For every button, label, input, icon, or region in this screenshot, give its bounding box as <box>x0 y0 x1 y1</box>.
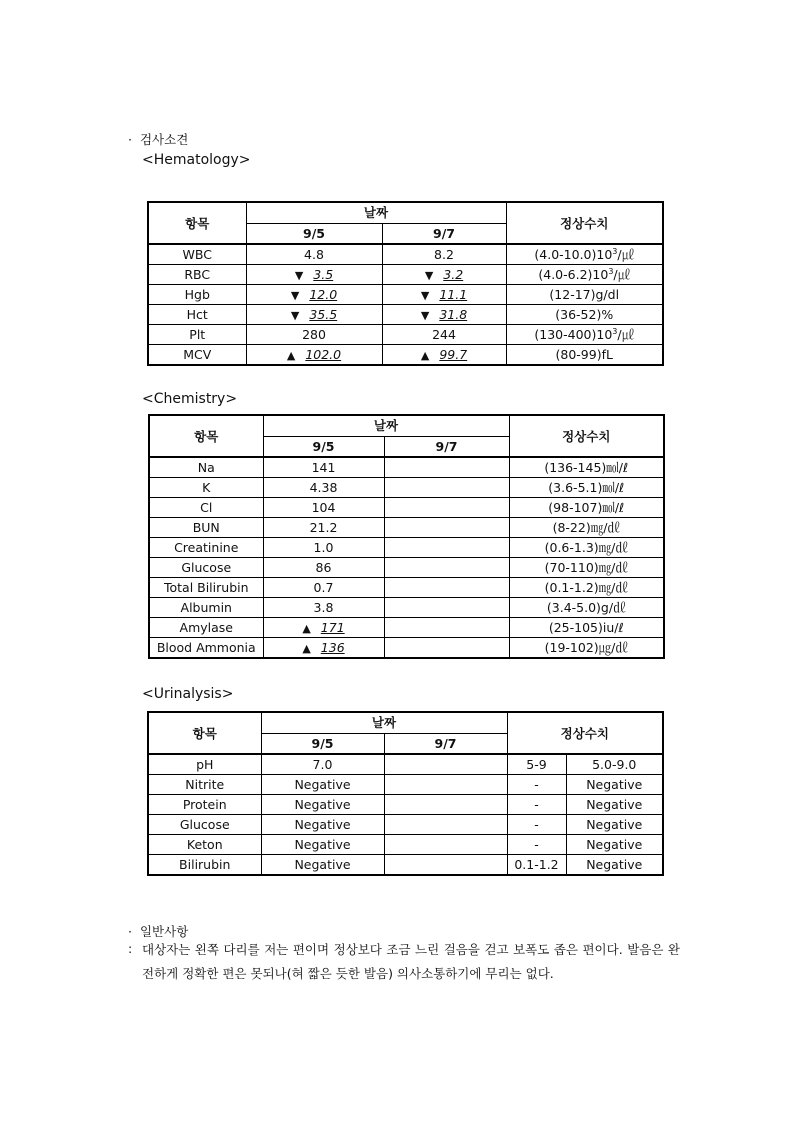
normal-exponent: 3 <box>612 246 618 256</box>
header-date: 날짜 <box>263 415 509 436</box>
bullet-icon: · <box>128 132 132 147</box>
value-cell <box>384 598 509 618</box>
general-text: 대상자는 왼쪽 다리를 저는 편이며 정상보다 조금 느린 걸음을 걷고 보폭도 좁은 편이다. 발음은 완전하게 정확한 편은 못되나(혀 짧은 듯한 발음) 의사소통하기에 무리는 없다. <box>142 942 680 981</box>
urinalysis-table <box>147 711 664 876</box>
item-cell: WBC <box>148 244 246 265</box>
table-row <box>148 244 663 265</box>
header-date-2: 9/7 <box>382 223 506 244</box>
exam-heading <box>128 130 188 148</box>
value-cell <box>263 518 384 538</box>
value-cell <box>384 775 507 795</box>
normal-unit: /㎕ <box>617 327 635 342</box>
header-item: 항목 <box>148 712 261 754</box>
normal-range-cell <box>506 305 663 325</box>
item-cell: Bilirubin <box>148 855 261 876</box>
value-cell: Negative <box>261 835 384 855</box>
header-date: 날짜 <box>246 202 506 223</box>
normal-range-cell: Negative <box>566 775 663 795</box>
value-cell <box>384 498 509 518</box>
value-cell <box>263 598 384 618</box>
normal-range-cell <box>506 265 663 285</box>
item-cell: Protein <box>148 795 261 815</box>
header-date-2: 9/7 <box>384 733 507 754</box>
value-cell <box>263 457 384 478</box>
general-title: 일반사항 <box>139 924 189 939</box>
table-row <box>148 265 663 285</box>
abnormal-value: 171 <box>320 619 345 635</box>
value-cell <box>263 558 384 578</box>
abnormal-value: 102.0 <box>305 346 342 362</box>
item-cell: K <box>149 478 263 498</box>
value-cell: Negative <box>261 795 384 815</box>
normal-range-cell <box>506 244 663 265</box>
value-text: 86 <box>315 560 332 575</box>
abnormal-value: 3.2 <box>443 266 464 282</box>
value-text: 141 <box>311 460 336 475</box>
item-cell: Total Bilirubin <box>149 578 263 598</box>
value-cell <box>246 244 382 265</box>
value-cell <box>246 265 382 285</box>
normal-range-cell: - <box>507 835 566 855</box>
value-text: 1.0 <box>313 540 334 555</box>
item-cell: RBC <box>148 265 246 285</box>
normal-range-cell: - <box>507 815 566 835</box>
value-cell <box>384 815 507 835</box>
abnormal-value: 11.1 <box>439 286 468 302</box>
normal-range-cell: - <box>507 775 566 795</box>
urinalysis-title: <Urinalysis> <box>142 686 234 702</box>
normal-range-cell <box>506 345 663 366</box>
item-cell: pH <box>148 754 261 775</box>
table-row <box>148 754 663 775</box>
abnormal-value: 31.8 <box>439 306 468 322</box>
item-cell: Glucose <box>148 815 261 835</box>
table-row <box>148 775 663 795</box>
normal-range-cell: (70-110)㎎/㎗ <box>509 558 664 578</box>
value-cell <box>246 345 382 366</box>
value-text: 4.38 <box>309 480 338 495</box>
abnormal-value: 136 <box>320 639 345 655</box>
value-cell <box>263 578 384 598</box>
normal-exponent: 3 <box>612 326 618 336</box>
normal-range-cell: (8-22)㎎/㎗ <box>509 518 664 538</box>
value-cell <box>384 478 509 498</box>
value-cell <box>382 345 506 366</box>
table-row <box>149 457 664 478</box>
abnormal-flag-icon: ▼ <box>424 268 434 282</box>
hematology-title: <Hematology> <box>142 152 251 168</box>
value-text: 244 <box>432 327 456 342</box>
value-text: 4.8 <box>304 247 324 262</box>
hematology-table <box>147 201 664 366</box>
abnormal-value: 35.5 <box>309 306 338 322</box>
value-cell <box>384 638 509 659</box>
item-cell: BUN <box>149 518 263 538</box>
general-prefix: : <box>128 941 133 956</box>
normal-range-cell: (136-145)㏖/ℓ <box>509 457 664 478</box>
value-cell: 7.0 <box>261 754 384 775</box>
normal-range: (36-52)% <box>555 307 614 322</box>
value-cell <box>382 285 506 305</box>
value-cell: Negative <box>261 855 384 876</box>
header-item: 항목 <box>149 415 263 457</box>
abnormal-flag-icon: ▼ <box>294 268 304 282</box>
table-row <box>148 325 663 345</box>
normal-exponent: 3 <box>608 266 614 276</box>
abnormal-flag-icon: ▲ <box>420 348 430 362</box>
value-cell <box>382 325 506 345</box>
header-date-2: 9/7 <box>384 436 509 457</box>
normal-range-cell: (0.1-1.2)㎎/㎗ <box>509 578 664 598</box>
value-text: 3.8 <box>313 600 334 615</box>
table-row <box>149 618 664 638</box>
value-cell <box>384 754 507 775</box>
chemistry-table <box>148 414 665 659</box>
item-cell: Amylase <box>149 618 263 638</box>
normal-range: (80-99)fL <box>555 347 613 362</box>
normal-range-cell: (3.4-5.0)g/㎗ <box>509 598 664 618</box>
table-row <box>149 578 664 598</box>
value-text: 104 <box>311 500 336 515</box>
value-cell <box>382 265 506 285</box>
value-cell <box>263 618 384 638</box>
value-cell: Negative <box>261 775 384 795</box>
normal-range: (4.0-10.0)10 <box>534 247 613 262</box>
table-row <box>148 855 663 876</box>
bullet-icon: · <box>128 924 132 939</box>
header-date-1: 9/5 <box>246 223 382 244</box>
item-cell: Hct <box>148 305 246 325</box>
abnormal-flag-icon: ▼ <box>420 288 430 302</box>
table-row <box>149 518 664 538</box>
value-cell <box>384 855 507 876</box>
normal-range-cell: - <box>507 795 566 815</box>
value-cell <box>384 578 509 598</box>
normal-range-cell: Negative <box>566 835 663 855</box>
normal-range-cell: (25-105)iu/ℓ <box>509 618 664 638</box>
normal-range-cell: 5.0-9.0 <box>566 754 663 775</box>
table-row <box>148 815 663 835</box>
value-cell <box>246 305 382 325</box>
value-cell <box>382 244 506 265</box>
value-text: 21.2 <box>309 520 338 535</box>
value-cell <box>263 638 384 659</box>
normal-unit: /㎕ <box>617 247 635 262</box>
item-cell: MCV <box>148 345 246 366</box>
normal-range-cell <box>506 285 663 305</box>
item-cell: Creatinine <box>149 538 263 558</box>
value-cell <box>263 538 384 558</box>
normal-range-cell: 0.1-1.2 <box>507 855 566 876</box>
table-row <box>149 598 664 618</box>
header-date-1: 9/5 <box>261 733 384 754</box>
value-cell <box>384 558 509 578</box>
chemistry-title: <Chemistry> <box>142 391 238 407</box>
normal-range: (130-400)10 <box>534 327 613 342</box>
normal-range-cell: Negative <box>566 795 663 815</box>
item-cell: Blood Ammonia <box>149 638 263 659</box>
normal-range-cell: (0.6-1.3)㎎/㎗ <box>509 538 664 558</box>
normal-range-cell: Negative <box>566 855 663 876</box>
normal-range-cell: (3.6-5.1)㏖/ℓ <box>509 478 664 498</box>
value-cell <box>246 285 382 305</box>
value-cell <box>263 478 384 498</box>
abnormal-value: 12.0 <box>309 286 338 302</box>
header-normal: 정상수치 <box>509 415 664 457</box>
normal-unit: /㎕ <box>613 267 631 282</box>
item-cell: Plt <box>148 325 246 345</box>
header-date: 날짜 <box>261 712 507 733</box>
header-normal: 정상수치 <box>507 712 663 754</box>
header-date-1: 9/5 <box>263 436 384 457</box>
value-cell <box>263 498 384 518</box>
table-row <box>148 795 663 815</box>
value-cell <box>384 538 509 558</box>
abnormal-flag-icon: ▼ <box>290 308 300 322</box>
header-item: 항목 <box>148 202 246 244</box>
abnormal-flag-icon: ▼ <box>290 288 300 302</box>
item-cell: Na <box>149 457 263 478</box>
table-row <box>148 285 663 305</box>
normal-range: (12-17)g/dl <box>549 287 620 302</box>
table-row <box>148 305 663 325</box>
abnormal-flag-icon: ▲ <box>286 348 296 362</box>
abnormal-value: 3.5 <box>313 266 334 282</box>
table-row <box>149 498 664 518</box>
exam-title: 검사소견 <box>139 132 189 147</box>
normal-range-cell: (98-107)㏖/ℓ <box>509 498 664 518</box>
header-normal: 정상수치 <box>506 202 663 244</box>
value-cell <box>384 518 509 538</box>
value-text: 280 <box>302 327 326 342</box>
item-cell: Glucose <box>149 558 263 578</box>
normal-range-cell: Negative <box>566 815 663 835</box>
value-cell <box>384 457 509 478</box>
value-cell <box>384 795 507 815</box>
abnormal-flag-icon: ▼ <box>420 308 430 322</box>
table-row <box>149 558 664 578</box>
table-row <box>149 538 664 558</box>
abnormal-flag-icon: ▲ <box>302 641 311 655</box>
table-row <box>149 638 664 659</box>
normal-range-cell <box>506 325 663 345</box>
item-cell: Nitrite <box>148 775 261 795</box>
normal-range-cell: (19-102)㎍/㎗ <box>509 638 664 659</box>
abnormal-value: 99.7 <box>439 346 468 362</box>
table-row <box>148 345 663 366</box>
value-cell <box>384 618 509 638</box>
item-cell: Hgb <box>148 285 246 305</box>
item-cell: Albumin <box>149 598 263 618</box>
abnormal-flag-icon: ▲ <box>302 621 311 635</box>
value-text: 0.7 <box>313 580 334 595</box>
normal-range-cell: 5-9 <box>507 754 566 775</box>
value-cell <box>382 305 506 325</box>
item-cell: Cl <box>149 498 263 518</box>
table-row <box>148 835 663 855</box>
value-cell <box>384 835 507 855</box>
value-text: 8.2 <box>434 247 454 262</box>
value-cell <box>246 325 382 345</box>
item-cell: Keton <box>148 835 261 855</box>
normal-range: (4.0-6.2)10 <box>538 267 609 282</box>
value-cell: Negative <box>261 815 384 835</box>
table-row <box>149 478 664 498</box>
